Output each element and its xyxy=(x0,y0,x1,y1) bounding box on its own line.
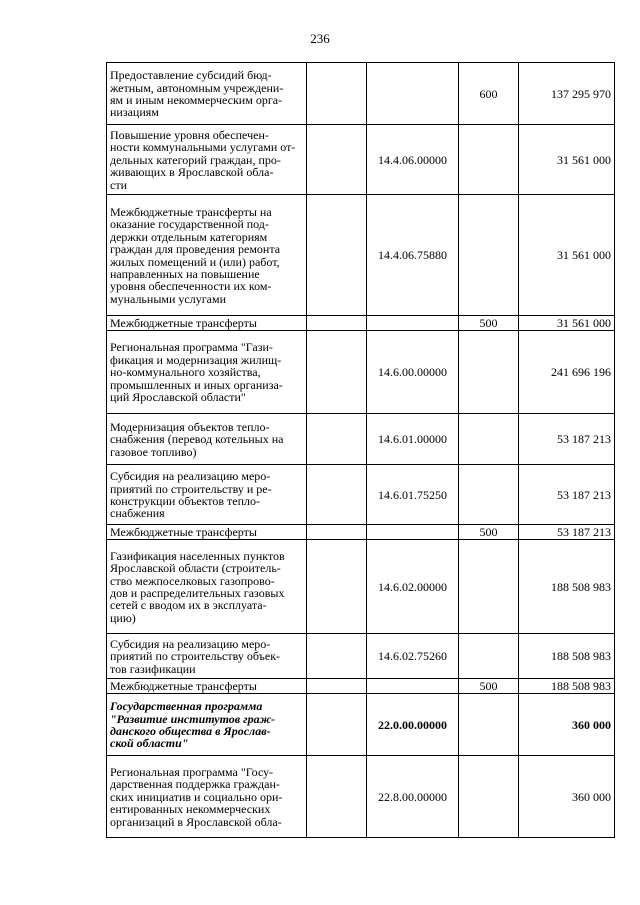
row-code-cell: 14.6.00.00000 xyxy=(367,331,459,414)
row-expense-type-cell xyxy=(459,634,519,679)
table-row xyxy=(107,125,615,195)
row-expense-type-cell xyxy=(459,414,519,465)
row-expense-type-cell xyxy=(459,756,519,838)
row-amount-cell: 241 696 196 xyxy=(519,331,615,414)
row-empty-cell xyxy=(307,125,367,195)
row-code-cell xyxy=(367,63,459,125)
row-name-cell: Газификация населенных пунктов Ярославской области (строитель- ство межпоселковых газопрово- дов и распределительных газовых сетей с вводом их в эксплуата- цию) xyxy=(107,540,307,634)
row-code-cell: 22.8.00.00000 xyxy=(367,756,459,838)
row-expense-type-cell: 500 xyxy=(459,679,519,694)
row-amount-cell: 137 295 970 xyxy=(519,63,615,125)
row-amount-cell: 31 561 000 xyxy=(519,195,615,316)
row-code-cell: 14.4.06.00000 xyxy=(367,125,459,195)
row-amount-cell: 53 187 213 xyxy=(519,465,615,525)
row-code-cell: 14.4.06.75880 xyxy=(367,195,459,316)
table-row xyxy=(107,414,615,465)
table-row xyxy=(107,694,615,756)
table-row xyxy=(107,195,615,316)
row-empty-cell xyxy=(307,756,367,838)
row-code-cell: 14.6.02.75260 xyxy=(367,634,459,679)
table-row xyxy=(107,465,615,525)
table-row xyxy=(107,540,615,634)
row-empty-cell xyxy=(307,540,367,634)
row-empty-cell xyxy=(307,465,367,525)
row-empty-cell xyxy=(307,414,367,465)
row-name-cell: Межбюджетные трансферты на оказание государственной под- держки отдельным категориям граждан для проведения ремонта жилых помещений и (или) работ, направленных на повышение уровня обеспеченности их ком- мунальными услугами xyxy=(107,195,307,316)
row-amount-cell: 31 561 000 xyxy=(519,125,615,195)
row-code-cell: 14.6.01.75250 xyxy=(367,465,459,525)
row-name-cell: Государственная программа "Развитие институтов граж- данского общества в Ярослав- ской области" xyxy=(107,694,307,756)
row-code-cell xyxy=(367,679,459,694)
row-amount-cell: 53 187 213 xyxy=(519,525,615,540)
table-row xyxy=(107,679,615,694)
row-empty-cell xyxy=(307,63,367,125)
row-amount-cell: 31 561 000 xyxy=(519,316,615,331)
table-row xyxy=(107,331,615,414)
row-name-cell: Субсидия на реализацию меро- приятий по строительству и ре- конструкции объектов тепло- снабжения xyxy=(107,465,307,525)
row-empty-cell xyxy=(307,679,367,694)
row-code-cell: 14.6.01.00000 xyxy=(367,414,459,465)
row-name-cell: Субсидия на реализацию меро- приятий по строительству объек- тов газификации xyxy=(107,634,307,679)
row-name-cell: Межбюджетные трансферты xyxy=(107,679,307,694)
row-empty-cell xyxy=(307,694,367,756)
row-code-cell: 14.6.02.00000 xyxy=(367,540,459,634)
row-code-cell xyxy=(367,525,459,540)
table-row xyxy=(107,634,615,679)
row-expense-type-cell xyxy=(459,195,519,316)
table-row xyxy=(107,63,615,125)
row-amount-cell: 53 187 213 xyxy=(519,414,615,465)
row-name-cell: Предоставление субсидий бюд- жетным, автономным учреждени- ям и иным некоммерческим орга- низациям xyxy=(107,63,307,125)
table-row xyxy=(107,316,615,331)
row-name-cell: Модернизация объектов тепло- снабжения (перевод котельных на газовое топливо) xyxy=(107,414,307,465)
row-expense-type-cell xyxy=(459,540,519,634)
row-code-cell: 22.0.00.00000 xyxy=(367,694,459,756)
row-amount-cell: 188 508 983 xyxy=(519,634,615,679)
budget-table xyxy=(106,62,615,838)
row-name-cell: Межбюджетные трансферты xyxy=(107,316,307,331)
row-expense-type-cell xyxy=(459,465,519,525)
table-row xyxy=(107,756,615,838)
row-expense-type-cell: 500 xyxy=(459,316,519,331)
row-name-cell: Региональная программа "Госу- дарственная поддержка граждан- ских инициатив и социально ори- ентированных некоммерческих организаций в Ярославской обла- xyxy=(107,756,307,838)
row-empty-cell xyxy=(307,316,367,331)
row-expense-type-cell xyxy=(459,694,519,756)
row-name-cell: Региональная программа "Гази- фикация и модернизация жилищ- но-коммунального хозяйства, промышленных и иных организа- ций Ярославской области" xyxy=(107,331,307,414)
row-name-cell: Межбюджетные трансферты xyxy=(107,525,307,540)
row-amount-cell: 360 000 xyxy=(519,756,615,838)
row-expense-type-cell xyxy=(459,331,519,414)
row-name-cell: Повышение уровня обеспечен- ности коммунальными услугами от- дельных категорий граждан, про- живающих в Ярославской обла- сти xyxy=(107,125,307,195)
row-empty-cell xyxy=(307,525,367,540)
row-amount-cell: 188 508 983 xyxy=(519,540,615,634)
table-row xyxy=(107,525,615,540)
row-expense-type-cell: 600 xyxy=(459,63,519,125)
row-code-cell xyxy=(367,316,459,331)
row-amount-cell: 188 508 983 xyxy=(519,679,615,694)
budget-table-body xyxy=(107,63,615,838)
row-empty-cell xyxy=(307,634,367,679)
row-amount-cell: 360 000 xyxy=(519,694,615,756)
row-expense-type-cell: 500 xyxy=(459,525,519,540)
row-empty-cell xyxy=(307,195,367,316)
row-expense-type-cell xyxy=(459,125,519,195)
row-empty-cell xyxy=(307,331,367,414)
page-number: 236 xyxy=(310,31,330,46)
